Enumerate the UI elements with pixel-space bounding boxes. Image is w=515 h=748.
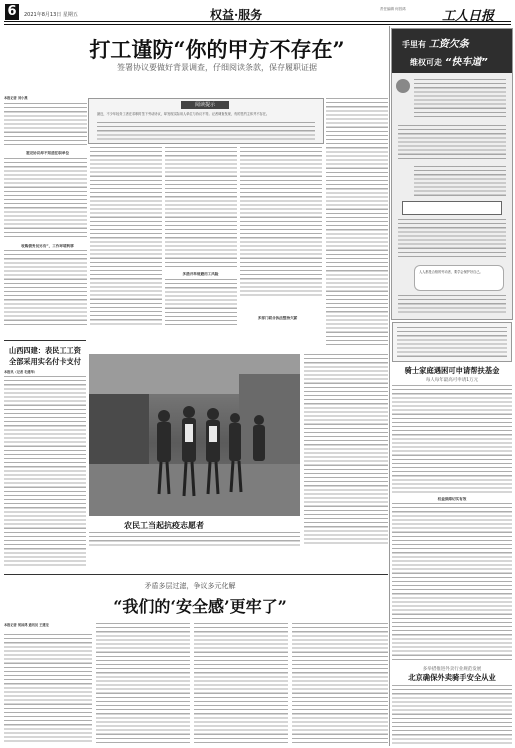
- center-right-col: [304, 354, 388, 544]
- editor-note-lines: [97, 122, 315, 140]
- shanxi-title-2: 全部采用实名付卡支付: [9, 357, 81, 366]
- hotline-footer-lines: [398, 295, 506, 313]
- mid-headline-right: 权益保障切实有效: [437, 497, 467, 501]
- lead-subhead-3: 多措并举规避用工风险: [182, 272, 219, 276]
- volunteers-photo: [89, 354, 300, 516]
- lead-subhead-1: 签完协议却不知道任职单位: [25, 151, 70, 155]
- newspaper-logo: 工人日报: [442, 9, 495, 24]
- hotline-keyword: 工资欠条: [428, 39, 469, 50]
- hotline-banner: [392, 29, 512, 73]
- second-kicker: 矛盾多层过滤，争议多元化解: [144, 582, 236, 590]
- lead-body-col2: [90, 147, 162, 327]
- second-body-col1: [4, 634, 92, 744]
- shanxi-title-1: 山西四建：表民工工资: [9, 346, 81, 355]
- lead-body-col3b: [165, 279, 237, 327]
- right-story-2-body: [392, 685, 512, 745]
- hotline-bubble-3: [414, 166, 506, 196]
- hotline-quote-box: [414, 265, 504, 291]
- hotline-bubble-2: [398, 125, 506, 160]
- right-story-1-body-b: [392, 503, 512, 663]
- mid-headline-left: 多部门联合执法整治欠薪: [257, 316, 298, 320]
- lead-subtitle: 签署协议要做好背景调查，仔细阅读条款，保存履职证据: [117, 63, 317, 72]
- lead-body-col3: [165, 147, 237, 269]
- right-story-2-title: 北京确保外卖骑手安全从业: [408, 673, 496, 682]
- hotline-line2: [410, 53, 488, 68]
- photo-caption-title: 农民工当起抗疫志愿者: [124, 520, 204, 530]
- header-rule: [4, 21, 511, 22]
- hotline-bubble-4: [398, 219, 506, 259]
- lead-title: 打工谨防“你的甲方不存在”: [89, 37, 345, 62]
- lead-body-col1a: [4, 103, 87, 147]
- hotline-line1: [402, 35, 469, 50]
- hotline-line2-text: 维权可走: [410, 58, 442, 67]
- right-story-1-title: 骑士家庭遇困可申请帮扶基金: [404, 366, 500, 375]
- editor-line: 责任编辑 何昌鸿: [380, 7, 406, 11]
- lead-body-col1b: [4, 158, 87, 240]
- lead-body-col4: [240, 147, 322, 297]
- hotline-panel: [391, 28, 513, 320]
- editor-note-label: 阅读提示: [181, 101, 229, 109]
- second-body-col4: [292, 623, 388, 744]
- lead-body-col5: [326, 98, 388, 348]
- right-story-1-subtitle: 每人每年最高可申请1万元: [425, 378, 479, 383]
- notice-lines: [397, 327, 507, 357]
- second-title: “我们的‘安全感’更牢了”: [113, 597, 287, 616]
- section-name: 权益·服务: [210, 8, 263, 22]
- hotline-quote-text: 人人都是合格的劳动者，要学会保护好自己。: [419, 270, 483, 274]
- hotline-highlight: “快车道”: [444, 57, 488, 68]
- shanxi-byline: 本报讯（记者 毛建华）: [4, 370, 37, 374]
- lead-byline: 本报记者 刘小燕: [4, 96, 28, 100]
- second-body-col2: [96, 623, 190, 744]
- hotline-divider-box: [402, 201, 502, 215]
- page-number-box: [5, 4, 19, 20]
- header-rule-thin: [4, 24, 511, 25]
- second-byline: 本报记者 何昌鸿 通讯员 王建龙: [4, 623, 49, 627]
- right-story-1-body: [392, 385, 512, 495]
- second-article-rule: [4, 574, 388, 575]
- shanxi-body: [4, 376, 86, 566]
- hotline-bubble-1: [414, 79, 506, 119]
- second-body-col3: [194, 623, 288, 744]
- page-number: 6: [7, 4, 17, 19]
- column-separator-right: [389, 26, 390, 746]
- notice-box: [392, 322, 512, 362]
- date-line: 2021年8月13日 星期五: [24, 12, 78, 18]
- hotline-prefix: 手里有: [402, 40, 426, 49]
- left-mid-rule: [4, 340, 86, 341]
- lead-body-col1c: [4, 250, 87, 326]
- photo-caption-body: [89, 532, 300, 548]
- photo-figures-graphic: [89, 354, 300, 516]
- editor-note-box: [88, 98, 324, 144]
- hotline-avatar: [396, 79, 410, 93]
- lead-subhead-2: 收购债务员另有”，工作环境转移: [21, 244, 74, 248]
- editor-note-text: 最近，不少年轻务工者在求职时签下劳动协议，却发现实际用人单位与协议不符。记者调查发现，有的签约主体并不存在。: [97, 112, 270, 116]
- right-story-2-kicker: 多举措推进外卖行业规范发展: [422, 667, 482, 672]
